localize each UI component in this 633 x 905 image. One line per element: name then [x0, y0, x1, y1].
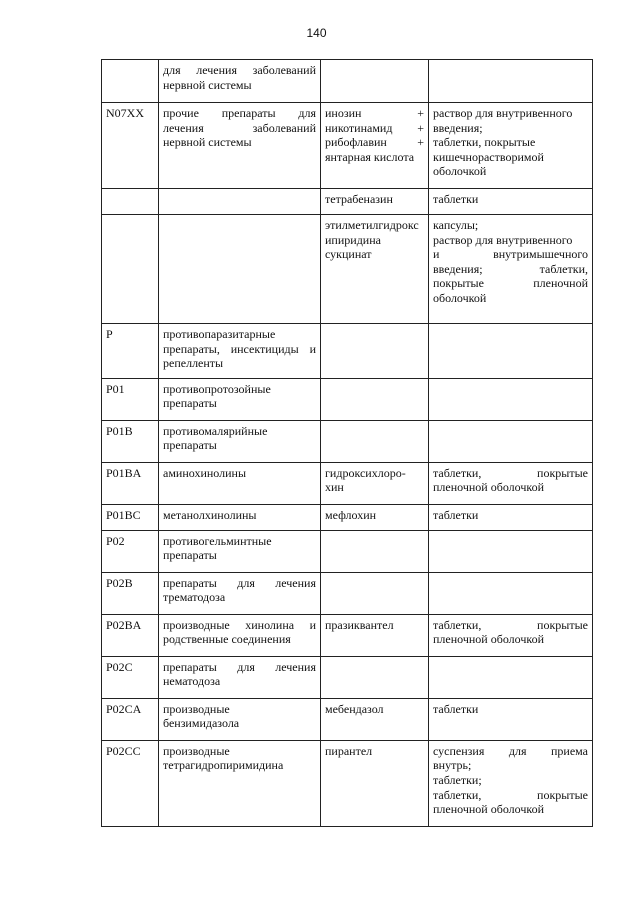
group-name-cell [159, 324, 321, 379]
drug-name-cell [321, 189, 429, 215]
drug-name-cell [321, 103, 429, 189]
dosage-form-line: оболочкой [433, 290, 487, 305]
dosage-form-line: раствор для внутривенного [433, 106, 573, 120]
atc-code-cell: P01BA [102, 462, 159, 504]
group-name-cell [159, 378, 321, 420]
drug-name-line [325, 135, 424, 150]
dosage-form-line: пленочной оболочкой [433, 632, 545, 647]
group-name-cell [159, 462, 321, 504]
dosage-form-line: пленочной оболочкой [433, 802, 545, 817]
table-row [102, 656, 593, 698]
dosage-form-cell [429, 572, 593, 614]
group-name-cell [159, 103, 321, 189]
dosage-form-line: таблетки, покрытые [433, 465, 588, 480]
group-name-cell [159, 420, 321, 462]
dosage-form-line: таблетки [433, 701, 479, 716]
group-name-line: метанолхинолины [163, 507, 257, 522]
dosage-form-line: суспензия для приема [433, 743, 588, 758]
drug-name-line [325, 233, 424, 248]
table-row [102, 614, 593, 656]
dosage-form-cell [429, 740, 593, 826]
dosage-form-line: введения; таблетки, [433, 261, 588, 276]
group-name-line: прочие препараты для [163, 106, 316, 120]
dosage-form-line: кишечнорастворимой [433, 149, 544, 164]
group-name-line: противопаразитарные [163, 327, 276, 341]
group-name-cell [159, 614, 321, 656]
drug-name-cell [321, 504, 429, 530]
dosage-form-line: таблетки; [433, 772, 482, 787]
group-name-line: производные хинолина и [163, 617, 316, 632]
dosage-form-line: таблетки, покрытые [433, 135, 536, 150]
drug-name-cell [321, 530, 429, 572]
drug-name-cell [321, 324, 429, 379]
table-row [102, 420, 593, 462]
dosage-form-line: и внутримышечного [433, 247, 588, 262]
dosage-form-line: капсулы; [433, 218, 479, 232]
group-name-line: препараты [163, 396, 217, 411]
group-name-line: противогельминтные [163, 533, 272, 548]
drug-name-line [325, 121, 424, 136]
atc-code-cell: P01BC [102, 504, 159, 530]
atc-code-cell: P02B [102, 572, 159, 614]
group-name-line: трематодоза [163, 590, 226, 605]
dosage-form-cell [429, 420, 593, 462]
drug-name-text: празиквантел [325, 617, 394, 632]
group-name-line: препараты [163, 548, 217, 563]
group-name-line: лечения заболеваний [163, 120, 316, 135]
dosage-form-line: внутрь; [433, 758, 472, 773]
group-name-line: тетрагидропиримидина [163, 758, 284, 773]
group-name-cell [159, 698, 321, 740]
group-name-line: нематодоза [163, 674, 221, 689]
group-name-cell [159, 60, 321, 103]
table-row [102, 215, 593, 324]
drug-name-text: тетрабеназин [325, 192, 393, 206]
atc-code-cell: P01 [102, 378, 159, 420]
atc-code-cell: P02CA [102, 698, 159, 740]
atc-code-cell: P01B [102, 420, 159, 462]
drug-name-line [325, 192, 424, 207]
dosage-form-cell [429, 60, 593, 103]
drug-name-text: мебендазол [325, 701, 384, 716]
atc-code-cell: P02 [102, 530, 159, 572]
dosage-form-line: раствор для внутривенного [433, 232, 573, 247]
dosage-form-cell [429, 462, 593, 504]
table-row [102, 572, 593, 614]
dosage-form-cell [429, 103, 593, 189]
drug-name-text: ипиридина [325, 232, 381, 247]
table-row [102, 324, 593, 379]
group-name-cell [159, 215, 321, 324]
dosage-form-line: пленочной оболочкой [433, 480, 545, 495]
plus-sign: + [417, 135, 424, 150]
drug-name-line [325, 618, 424, 633]
group-name-line: препараты для лечения [163, 659, 316, 674]
dosage-form-cell [429, 215, 593, 324]
dosage-form-line: таблетки, покрытые [433, 617, 588, 632]
group-name-line: репелленты [163, 356, 224, 371]
drug-name-cell [321, 614, 429, 656]
dosage-form-cell [429, 504, 593, 530]
drug-name-line [325, 702, 424, 717]
dosage-form-line: оболочкой [433, 164, 487, 179]
drug-name-cell [321, 656, 429, 698]
drug-name-cell [321, 378, 429, 420]
table-row [102, 462, 593, 504]
dosage-form-cell [429, 378, 593, 420]
atc-code-cell: P02C [102, 656, 159, 698]
table-row [102, 698, 593, 740]
drug-classification-table [101, 59, 593, 827]
group-name-cell [159, 656, 321, 698]
dosage-form-cell [429, 698, 593, 740]
group-name-line: препараты [163, 438, 217, 453]
dosage-form-line: таблетки, покрытые [433, 787, 588, 802]
drug-name-line [325, 508, 424, 523]
atc-code-cell: P02CC [102, 740, 159, 826]
drug-name-text: инозин [325, 106, 362, 120]
dosage-form-cell [429, 324, 593, 379]
drug-name-line [325, 106, 424, 121]
dosage-form-line: введения; [433, 120, 483, 135]
group-name-line: родственные соединения [163, 632, 291, 647]
table-row [102, 189, 593, 215]
dosage-form-cell [429, 189, 593, 215]
group-name-line: для лечения заболеваний [163, 63, 316, 77]
drug-name-line [325, 150, 424, 165]
drug-name-cell [321, 572, 429, 614]
drug-name-text: мефлохин [325, 507, 377, 522]
group-name-line: производные [163, 701, 230, 716]
table-row [102, 60, 593, 103]
group-name-cell [159, 572, 321, 614]
table-row [102, 378, 593, 420]
drug-name-text: янтарная кислота [325, 149, 415, 164]
drug-name-line [325, 247, 424, 262]
drug-name-cell [321, 60, 429, 103]
drug-name-text: рибофлавин [325, 135, 387, 150]
drug-name-line [325, 466, 424, 481]
drug-name-line [325, 480, 424, 495]
drug-name-cell [321, 698, 429, 740]
table-row [102, 530, 593, 572]
group-name-cell [159, 189, 321, 215]
plus-sign: + [417, 106, 424, 120]
drug-name-cell [321, 740, 429, 826]
atc-code-cell [102, 215, 159, 324]
group-name-line: препараты, инсектициды и [163, 341, 316, 356]
table-row [102, 740, 593, 826]
dosage-form-cell [429, 656, 593, 698]
dosage-form-cell [429, 530, 593, 572]
atc-code-cell [102, 189, 159, 215]
page-number: 140 [306, 26, 327, 40]
drug-name-text: никотинамид [325, 120, 393, 135]
group-name-line: противомалярийные [163, 423, 268, 438]
group-name-line: производные [163, 743, 230, 758]
group-name-cell [159, 740, 321, 826]
drug-name-text: сукцинат [325, 247, 372, 262]
dosage-form-line: таблетки [433, 192, 479, 206]
group-name-cell [159, 504, 321, 530]
drug-name-text: хин [325, 480, 344, 495]
drug-name-text: этилметилгидрокс [325, 218, 419, 232]
atc-code-cell [102, 60, 159, 103]
group-name-line: аминохинолины [163, 465, 247, 480]
group-name-cell [159, 530, 321, 572]
atc-code-cell: P [102, 324, 159, 379]
table-row [102, 103, 593, 189]
dosage-form-cell [429, 614, 593, 656]
drug-name-text: гидроксихлоро- [325, 465, 406, 480]
group-name-line: бензимидазола [163, 716, 240, 731]
drug-name-line [325, 218, 424, 233]
drug-name-cell [321, 462, 429, 504]
drug-name-cell [321, 215, 429, 324]
group-name-line: противопротозойные [163, 381, 271, 396]
drug-name-cell [321, 420, 429, 462]
dosage-form-line: таблетки [433, 507, 479, 522]
group-name-line: нервной системы [163, 77, 252, 92]
group-name-line: нервной системы [163, 135, 252, 150]
table-row [102, 504, 593, 530]
plus-sign: + [417, 120, 424, 135]
atc-code-cell: P02BA [102, 614, 159, 656]
drug-name-text: пирантел [325, 743, 373, 758]
atc-code-cell: N07XX [102, 103, 159, 189]
dosage-form-line: покрытые пленочной [433, 276, 588, 291]
group-name-line: препараты для лечения [163, 575, 316, 590]
drug-name-line [325, 744, 424, 759]
